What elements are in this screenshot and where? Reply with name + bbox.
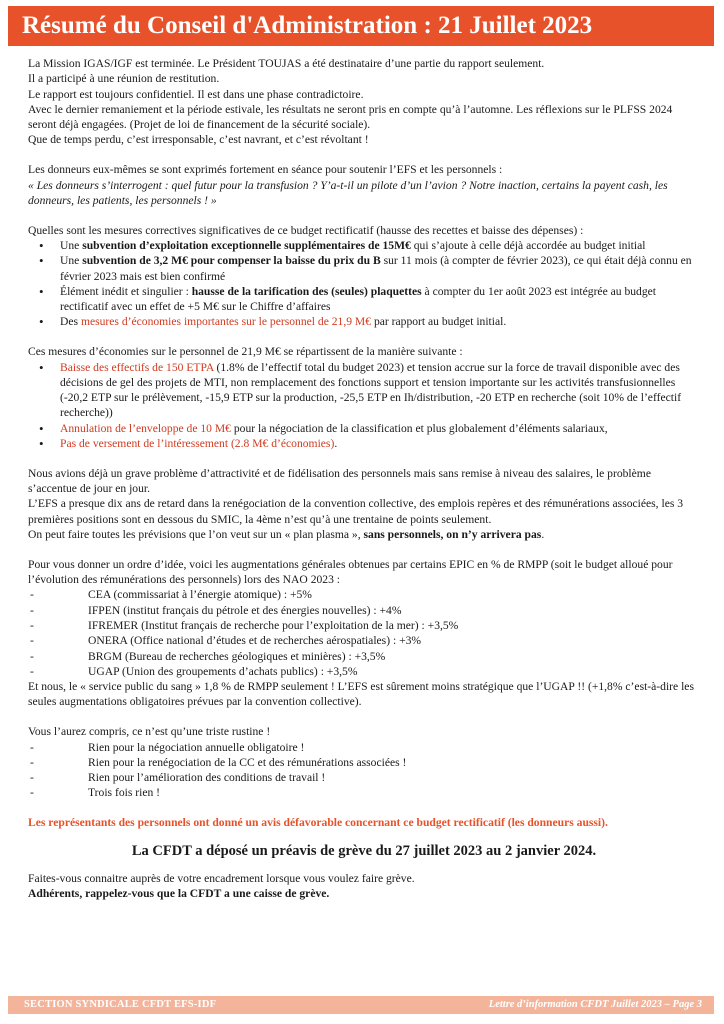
- intro-section: [28, 56, 700, 148]
- donors-quote: « Les donneurs s’interrogent : quel futur pour la transfusion ? Y’a-t-il un pilote d’un l’avion ? Notre inaction, certains la payent cash, les donneurs, les patients, les personnels ! »: [28, 178, 668, 207]
- donors-line: Les donneurs eux-mêmes se sont exprimés fortement en séance pour soutenir l’EFS et les personnels :: [28, 163, 503, 177]
- rustine-intro: Vous l’aurez compris, ce n’est qu’une triste rustine !: [28, 725, 271, 739]
- list-item: [60, 421, 700, 436]
- item-red: Baisse des effectifs de 150 ETPA: [60, 360, 214, 374]
- list-item: [60, 253, 700, 284]
- list-item: - UGAP (Union des groupements d’achats publics) : +3,5%: [88, 664, 700, 679]
- paragraph: L’EFS a presque dix ans de retard dans la renégociation de la convention collective, des emplois repères et des rémunérations associées, les 3 premières positions sont en dessous du SMIC, la 4ème n’est qu’à une trentaine de points seulement.: [28, 497, 684, 526]
- savings-list: [28, 360, 700, 452]
- item-red: Pas de versement de l’intéressement (2.8 M€ d’économies): [60, 437, 335, 451]
- intro-line: Que de temps perdu, c’est irresponsable, c’est navrant, et c’est révoltant !: [28, 133, 369, 147]
- epic-section: [28, 557, 700, 710]
- strike-notice: La CFDT a déposé un préavis de grève du 27 juillet 2023 au 2 janvier 2024.: [131, 842, 597, 859]
- intro-line: La Mission IGAS/IGF est terminée. Le Président TOUJAS a été destinataire d’une partie du rapport seulement.: [28, 57, 545, 70]
- rustine-section: [28, 724, 700, 800]
- list-item: [60, 314, 700, 329]
- intro-line: Avec le dernier remaniement et la période estivale, les résultats ne seront pris en compte qu’à l’automne. Les réflexions sur le PLFSS 2024 seront déjà engagées. (Projet de loi de financement de la sécurité sociale).: [28, 102, 673, 132]
- donors-section: [28, 162, 700, 208]
- item-text: Des: [60, 315, 81, 329]
- item-text: qui s’ajoute à celle déjà accordée au budget initial: [410, 238, 646, 252]
- measures-section: [28, 223, 700, 330]
- item-red: mesures d’économies importantes sur le personnel de 21,9 M€: [80, 315, 372, 329]
- epic-list: [28, 587, 700, 679]
- footer-page-info: Lettre d’information CFDT Juillet 2023 – Page 3: [488, 999, 702, 1010]
- list-item: - IFREMER (Institut français de recherche pour l’exploitation de la mer) : +3,5%: [88, 618, 700, 633]
- vote-statement: Les représentants des personnels ont donné un avis défavorable concernant ce budget rectificatif (les donneurs aussi).: [28, 816, 608, 830]
- list-item: - Trois fois rien !: [88, 785, 700, 800]
- item-text: Une: [60, 254, 83, 268]
- paragraph-bold: sans personnels, on n’y arrivera pas: [363, 528, 542, 542]
- closing-line: Adhérents, rappelez-vous que la CFDT a une caisse de grève.: [28, 886, 330, 900]
- document-body: [28, 56, 700, 901]
- item-text: sur 11 mois (à compter de février 2023), ce qui était déjà connu en février 2023 mais est bien confirmé: [60, 254, 692, 283]
- savings-section: [28, 344, 700, 451]
- item-text: par rapport au budget initial.: [371, 315, 507, 329]
- measures-intro: Quelles sont les mesures correctives significatives de ce budget rectificatif (hausse des recettes et baisse des dépenses) :: [28, 223, 584, 237]
- intro-line: Il a participé à une réunion de restitution.: [28, 72, 220, 86]
- epic-intro: Pour vous donner un ordre d’idée, voici les augmentations générales obtenues par certains EPIC en % de RMPP (soit le budget alloué pour l’évolution des rémunérations des personnels) lors des NAO 2023 :: [28, 557, 673, 587]
- item-text: pour la négociation de la classification et plus globalement d’éléments salariaux,: [230, 421, 608, 435]
- item-text: Élément inédit et singulier :: [60, 284, 192, 298]
- list-item: [60, 238, 700, 253]
- page-footer: [8, 996, 714, 1014]
- list-item: [60, 360, 700, 421]
- savings-intro: Ces mesures d’économies sur le personnel de 21,9 M€ se répartissent de la manière suivante :: [28, 345, 463, 359]
- paragraph-text: .: [541, 528, 545, 542]
- list-item: - ONERA (Office national d’études et de recherches aérospatiales) : +3%: [88, 633, 700, 648]
- item-bold: hausse de la tarification des (seules) plaquettes: [191, 284, 422, 298]
- item-bold: subvention de 3,2 M€ pour compenser la baisse du prix du B: [82, 254, 381, 268]
- paragraph: [28, 527, 700, 542]
- intro-line: Le rapport est toujours confidentiel. Il est dans une phase contradictoire.: [28, 87, 364, 101]
- epic-outro: Et nous, le « service public du sang » 1,8 % de RMPP seulement ! L’EFS est sûrement moins stratégique que l’UGAP !! (+1,8% c’est-à-dire les seules augmentations obligatoires prévues par la convention collective).: [28, 680, 694, 709]
- item-text: (1.8% de l’effectif total du budget 2023) et tension accrue sur la force de travail disponible avec des décisions de gel des projets de MTI, non remplacement des fonctions support et tension importante sur les activités transfusionnelles (-20,2 ETP sur le prélèvement, -15,9 ETP sur la production, -25,5 ETP en Ih/distribution, -20 ETP en recherche (soit 10% de l’effectif recherche)): [60, 360, 682, 420]
- list-item: - Rien pour l’amélioration des conditions de travail !: [88, 770, 700, 785]
- item-text: Une: [60, 238, 83, 252]
- page-title: Résumé du Conseil d'Administration : 21 Juillet 2023: [8, 6, 714, 46]
- item-text: .: [334, 437, 338, 451]
- item-red: Annulation de l’enveloppe de 10 M€: [60, 421, 231, 435]
- item-text: à compter du 1er août 2023 est intégrée au budget rectificatif avec un effet de +5 M€ sur le Chiffre d’affaires: [60, 284, 657, 314]
- list-item: - CEA (commissariat à l’énergie atomique) : +5%: [88, 587, 700, 602]
- list-item: [60, 436, 700, 451]
- list-item: [60, 284, 700, 315]
- closing-section: [28, 871, 700, 902]
- closing-line: Faites-vous connaitre auprès de votre encadrement lorsque vous voulez faire grève.: [28, 871, 415, 885]
- list-item: - Rien pour la négociation annuelle obligatoire !: [88, 740, 700, 755]
- paragraph-text: On peut faire toutes les prévisions que l’on veut sur un « plan plasma »,: [28, 528, 364, 542]
- item-bold: subvention d’exploitation exceptionnelle supplémentaires de 15M€: [82, 238, 411, 252]
- list-item: - IFPEN (institut français du pétrole et des énergies nouvelles) : +4%: [88, 603, 700, 618]
- measures-list: [28, 238, 700, 330]
- attractivity-section: [28, 466, 700, 542]
- paragraph: Nous avions déjà un grave problème d’attractivité et de fidélisation des personnels mais sans remise à niveau des salaires, le problème s’accentue de jour en jour.: [28, 466, 651, 496]
- rustine-list: [28, 740, 700, 801]
- list-item: - Rien pour la renégociation de la CC et des rémunérations associées !: [88, 755, 700, 770]
- list-item: - BRGM (Bureau de recherches géologiques et minières) : +3,5%: [88, 649, 700, 664]
- footer-section-name: SECTION SYNDICALE CFDT EFS-IDF: [24, 999, 217, 1010]
